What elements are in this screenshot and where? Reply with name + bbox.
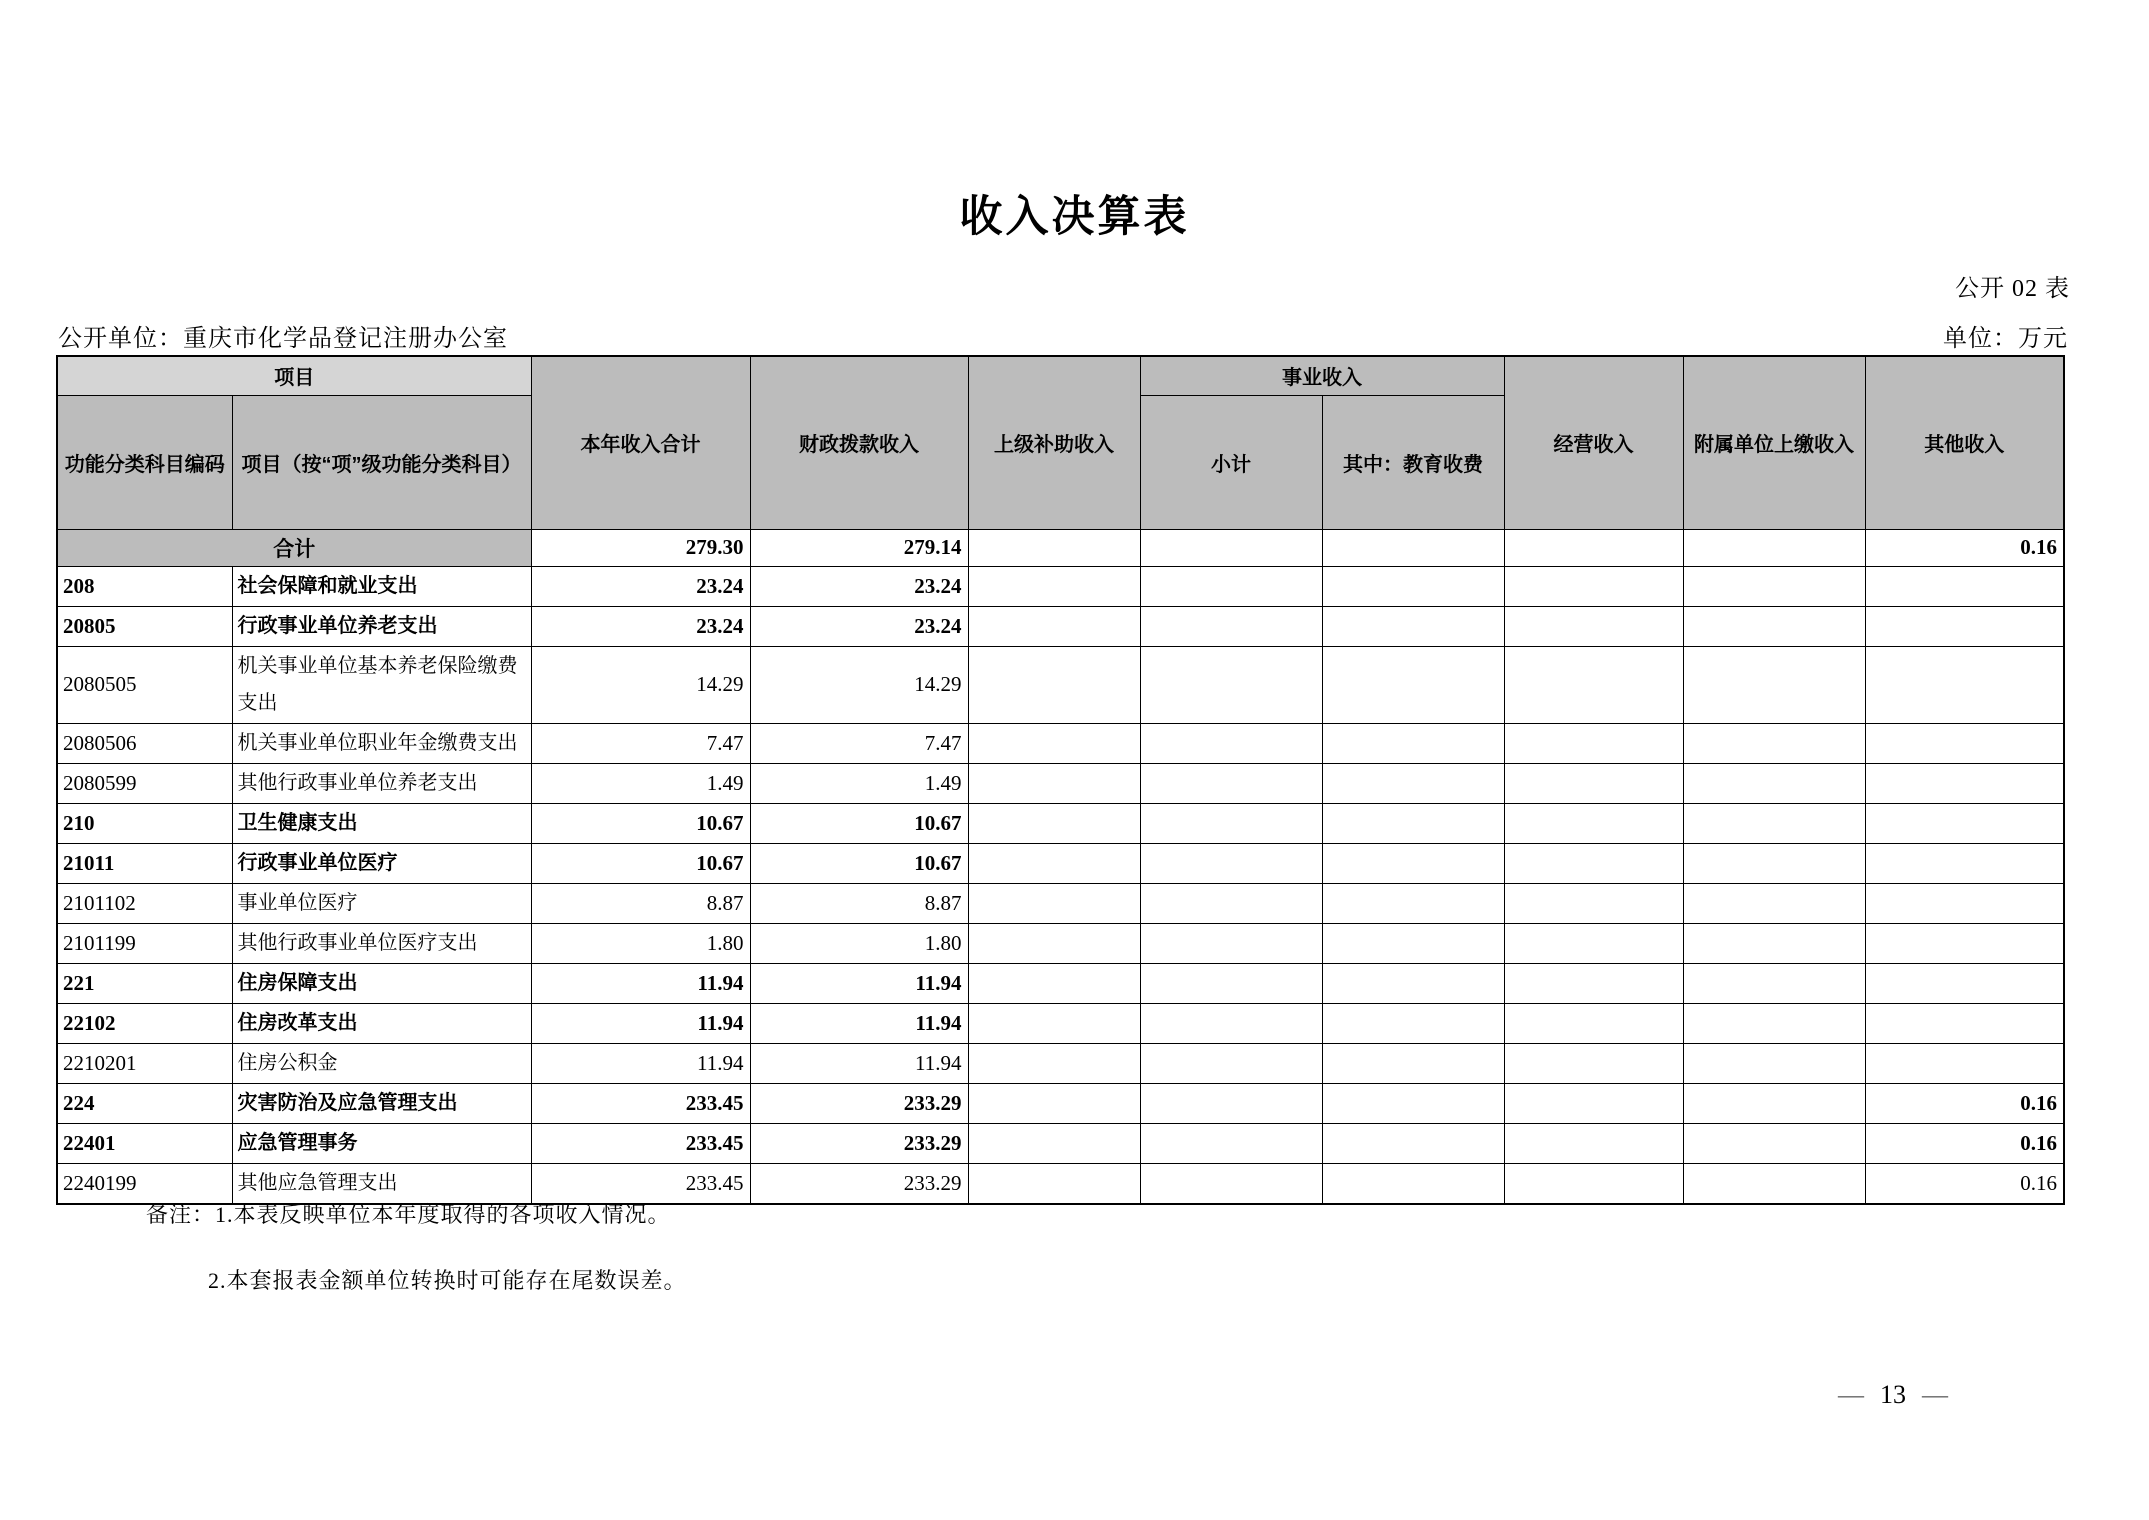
table-row <box>57 566 2064 606</box>
cell-edu <box>1322 923 1504 963</box>
cell-fiscal: 10.67 <box>750 843 968 883</box>
cell-fiscal: 11.94 <box>750 1003 968 1043</box>
cell-total: 233.45 <box>531 1163 750 1204</box>
cell-code: 2080505 <box>57 646 232 723</box>
table-row <box>57 723 2064 763</box>
cell-operating <box>1504 1003 1683 1043</box>
cell-subsidy <box>968 529 1140 566</box>
cell-total: 11.94 <box>531 963 750 1003</box>
cell-subtotal <box>1140 606 1322 646</box>
cell-other <box>1865 763 2064 803</box>
header-row-1 <box>57 356 2064 395</box>
cell-name: 其他行政事业单位医疗支出 <box>232 923 531 963</box>
cell-name: 事业单位医疗 <box>232 883 531 923</box>
page-number <box>1838 1380 1948 1410</box>
table-row <box>57 1123 2064 1163</box>
table-row <box>57 646 2064 723</box>
cell-operating <box>1504 606 1683 646</box>
table-row <box>57 883 2064 923</box>
header-function-code: 功能分类科目编码 <box>57 395 232 529</box>
cell-edu <box>1322 883 1504 923</box>
cell-total: 11.94 <box>531 1003 750 1043</box>
cell-fiscal: 11.94 <box>750 1043 968 1083</box>
cell-fiscal: 279.14 <box>750 529 968 566</box>
cell-operating <box>1504 843 1683 883</box>
page-number-dash-left: — <box>1838 1380 1864 1409</box>
cell-fiscal: 233.29 <box>750 1163 968 1204</box>
cell-fiscal: 11.94 <box>750 963 968 1003</box>
cell-subtotal <box>1140 1123 1322 1163</box>
cell-affiliated <box>1683 606 1865 646</box>
table-row <box>57 763 2064 803</box>
cell-total: 233.45 <box>531 1083 750 1123</box>
cell-code: 2240199 <box>57 1163 232 1204</box>
cell-subtotal <box>1140 843 1322 883</box>
cell-affiliated <box>1683 1043 1865 1083</box>
cell-subtotal <box>1140 1043 1322 1083</box>
cell-subtotal <box>1140 963 1322 1003</box>
cell-fiscal: 233.29 <box>750 1083 968 1123</box>
cell-other <box>1865 843 2064 883</box>
cell-subtotal <box>1140 763 1322 803</box>
cell-total: 8.87 <box>531 883 750 923</box>
cell-total: 11.94 <box>531 1043 750 1083</box>
meta-row <box>58 318 2068 353</box>
cell-code: 20805 <box>57 606 232 646</box>
cell-subsidy <box>968 1003 1140 1043</box>
cell-total: 10.67 <box>531 803 750 843</box>
cell-total-label: 合计 <box>57 529 531 566</box>
cell-total: 23.24 <box>531 606 750 646</box>
cell-edu <box>1322 1123 1504 1163</box>
cell-operating <box>1504 566 1683 606</box>
table-body <box>57 529 2064 1204</box>
cell-affiliated <box>1683 963 1865 1003</box>
cell-code: 221 <box>57 963 232 1003</box>
cell-subtotal <box>1140 566 1322 606</box>
cell-fiscal: 7.47 <box>750 723 968 763</box>
cell-name: 机关事业单位职业年金缴费支出 <box>232 723 531 763</box>
cell-affiliated <box>1683 1163 1865 1204</box>
cell-code: 2101199 <box>57 923 232 963</box>
cell-subtotal <box>1140 529 1322 566</box>
cell-affiliated <box>1683 529 1865 566</box>
cell-subsidy <box>968 606 1140 646</box>
cell-total: 1.80 <box>531 923 750 963</box>
cell-subsidy <box>968 1043 1140 1083</box>
cell-code: 22401 <box>57 1123 232 1163</box>
cell-operating <box>1504 763 1683 803</box>
cell-affiliated <box>1683 646 1865 723</box>
header-fiscal-allocation: 财政拨款收入 <box>750 356 968 529</box>
cell-edu <box>1322 803 1504 843</box>
cell-total: 1.49 <box>531 763 750 803</box>
cell-other: 0.16 <box>1865 1083 2064 1123</box>
form-number-label: 公开 02 表 <box>1955 276 2070 302</box>
cell-subsidy <box>968 723 1140 763</box>
cell-subsidy <box>968 646 1140 723</box>
cell-operating <box>1504 1083 1683 1123</box>
header-operating-income: 经营收入 <box>1504 356 1683 529</box>
table-row <box>57 1083 2064 1123</box>
cell-other: 0.16 <box>1865 1123 2064 1163</box>
cell-subtotal <box>1140 803 1322 843</box>
cell-subsidy <box>968 1083 1140 1123</box>
cell-affiliated <box>1683 1123 1865 1163</box>
cell-affiliated <box>1683 723 1865 763</box>
cell-operating <box>1504 1043 1683 1083</box>
table-row <box>57 606 2064 646</box>
cell-edu <box>1322 1003 1504 1043</box>
cell-total: 7.47 <box>531 723 750 763</box>
note-line-2: 2.本套报表金额单位转换时可能存在尾数误差。 <box>208 1268 687 1293</box>
cell-affiliated <box>1683 566 1865 606</box>
cell-other <box>1865 646 2064 723</box>
table-row <box>57 843 2064 883</box>
cell-name: 其他行政事业单位养老支出 <box>232 763 531 803</box>
cell-other <box>1865 1003 2064 1043</box>
page-number-dash-right: — <box>1922 1380 1948 1409</box>
cell-subtotal <box>1140 923 1322 963</box>
income-table <box>56 355 2065 1205</box>
cell-other <box>1865 606 2064 646</box>
cell-code: 210 <box>57 803 232 843</box>
cell-subsidy <box>968 923 1140 963</box>
cell-edu <box>1322 529 1504 566</box>
cell-subsidy <box>968 843 1140 883</box>
cell-edu <box>1322 566 1504 606</box>
cell-other <box>1865 963 2064 1003</box>
cell-name: 行政事业单位医疗 <box>232 843 531 883</box>
cell-name: 社会保障和就业支出 <box>232 566 531 606</box>
cell-subsidy <box>968 1123 1140 1163</box>
cell-total: 10.67 <box>531 843 750 883</box>
cell-subtotal <box>1140 1083 1322 1123</box>
cell-subtotal <box>1140 1003 1322 1043</box>
header-affiliated-income: 附属单位上缴收入 <box>1683 356 1865 529</box>
cell-name: 其他应急管理支出 <box>232 1163 531 1204</box>
header-education-fee: 其中：教育收费 <box>1322 395 1504 529</box>
cell-fiscal: 1.80 <box>750 923 968 963</box>
cell-total: 233.45 <box>531 1123 750 1163</box>
cell-other <box>1865 1043 2064 1083</box>
cell-code: 224 <box>57 1083 232 1123</box>
cell-operating <box>1504 803 1683 843</box>
cell-name: 住房公积金 <box>232 1043 531 1083</box>
cell-subsidy <box>968 566 1140 606</box>
cell-subtotal <box>1140 1163 1322 1204</box>
cell-code: 2080599 <box>57 763 232 803</box>
cell-other <box>1865 803 2064 843</box>
cell-total: 279.30 <box>531 529 750 566</box>
cell-subsidy <box>968 963 1140 1003</box>
cell-affiliated <box>1683 1083 1865 1123</box>
cell-edu <box>1322 763 1504 803</box>
cell-fiscal: 14.29 <box>750 646 968 723</box>
cell-edu <box>1322 843 1504 883</box>
cell-name: 住房保障支出 <box>232 963 531 1003</box>
cell-edu <box>1322 646 1504 723</box>
cell-other <box>1865 723 2064 763</box>
cell-affiliated <box>1683 843 1865 883</box>
cell-affiliated <box>1683 883 1865 923</box>
cell-total: 14.29 <box>531 646 750 723</box>
cell-edu <box>1322 1083 1504 1123</box>
unit-label: 单位：万元 <box>1943 326 2068 352</box>
table-row <box>57 963 2064 1003</box>
cell-other <box>1865 923 2064 963</box>
header-annual-total: 本年收入合计 <box>531 356 750 529</box>
cell-name: 机关事业单位基本养老保险缴费支出 <box>232 646 531 723</box>
cell-fiscal: 233.29 <box>750 1123 968 1163</box>
cell-operating <box>1504 883 1683 923</box>
cell-name: 应急管理事务 <box>232 1123 531 1163</box>
table-row <box>57 1043 2064 1083</box>
cell-subtotal <box>1140 883 1322 923</box>
table-row <box>57 923 2064 963</box>
cell-fiscal: 1.49 <box>750 763 968 803</box>
cell-operating <box>1504 646 1683 723</box>
cell-code: 2210201 <box>57 1043 232 1083</box>
cell-edu <box>1322 606 1504 646</box>
cell-edu <box>1322 963 1504 1003</box>
cell-code: 2101102 <box>57 883 232 923</box>
total-row <box>57 529 2064 566</box>
page-title: 收入决算表 <box>959 194 1190 241</box>
issuer-label: 公开单位：重庆市化学品登记注册办公室 <box>58 326 508 352</box>
cell-total: 23.24 <box>531 566 750 606</box>
cell-code: 21011 <box>57 843 232 883</box>
cell-operating <box>1504 923 1683 963</box>
cell-name: 卫生健康支出 <box>232 803 531 843</box>
cell-operating <box>1504 1123 1683 1163</box>
cell-fiscal: 23.24 <box>750 566 968 606</box>
cell-operating <box>1504 963 1683 1003</box>
header-subtotal: 小计 <box>1140 395 1322 529</box>
cell-subsidy <box>968 883 1140 923</box>
note-line-1: 备注：1.本表反映单位本年度取得的各项收入情况。 <box>146 1202 671 1227</box>
cell-other <box>1865 883 2064 923</box>
cell-name: 行政事业单位养老支出 <box>232 606 531 646</box>
cell-fiscal: 8.87 <box>750 883 968 923</box>
cell-edu <box>1322 1163 1504 1204</box>
cell-operating <box>1504 529 1683 566</box>
cell-other <box>1865 566 2064 606</box>
cell-other: 0.16 <box>1865 529 2064 566</box>
cell-operating <box>1504 723 1683 763</box>
header-superior-subsidy: 上级补助收入 <box>968 356 1140 529</box>
cell-code: 22102 <box>57 1003 232 1043</box>
cell-other: 0.16 <box>1865 1163 2064 1204</box>
header-other-income: 其他收入 <box>1865 356 2064 529</box>
cell-subsidy <box>968 763 1140 803</box>
cell-subtotal <box>1140 646 1322 723</box>
cell-subsidy <box>968 1163 1140 1204</box>
cell-affiliated <box>1683 803 1865 843</box>
header-project-group: 项目 <box>57 356 531 395</box>
table-row <box>57 1003 2064 1043</box>
page-number-value: 13 <box>1880 1380 1906 1409</box>
header-business-income-group: 事业收入 <box>1140 356 1504 395</box>
table-row <box>57 803 2064 843</box>
cell-operating <box>1504 1163 1683 1204</box>
cell-name: 灾害防治及应急管理支出 <box>232 1083 531 1123</box>
cell-fiscal: 10.67 <box>750 803 968 843</box>
cell-code: 2080506 <box>57 723 232 763</box>
cell-subsidy <box>968 803 1140 843</box>
cell-affiliated <box>1683 923 1865 963</box>
cell-fiscal: 23.24 <box>750 606 968 646</box>
header-item: 项目（按“项”级功能分类科目） <box>232 395 531 529</box>
cell-affiliated <box>1683 1003 1865 1043</box>
cell-edu <box>1322 1043 1504 1083</box>
cell-code: 208 <box>57 566 232 606</box>
cell-affiliated <box>1683 763 1865 803</box>
cell-edu <box>1322 723 1504 763</box>
cell-subtotal <box>1140 723 1322 763</box>
cell-name: 住房改革支出 <box>232 1003 531 1043</box>
